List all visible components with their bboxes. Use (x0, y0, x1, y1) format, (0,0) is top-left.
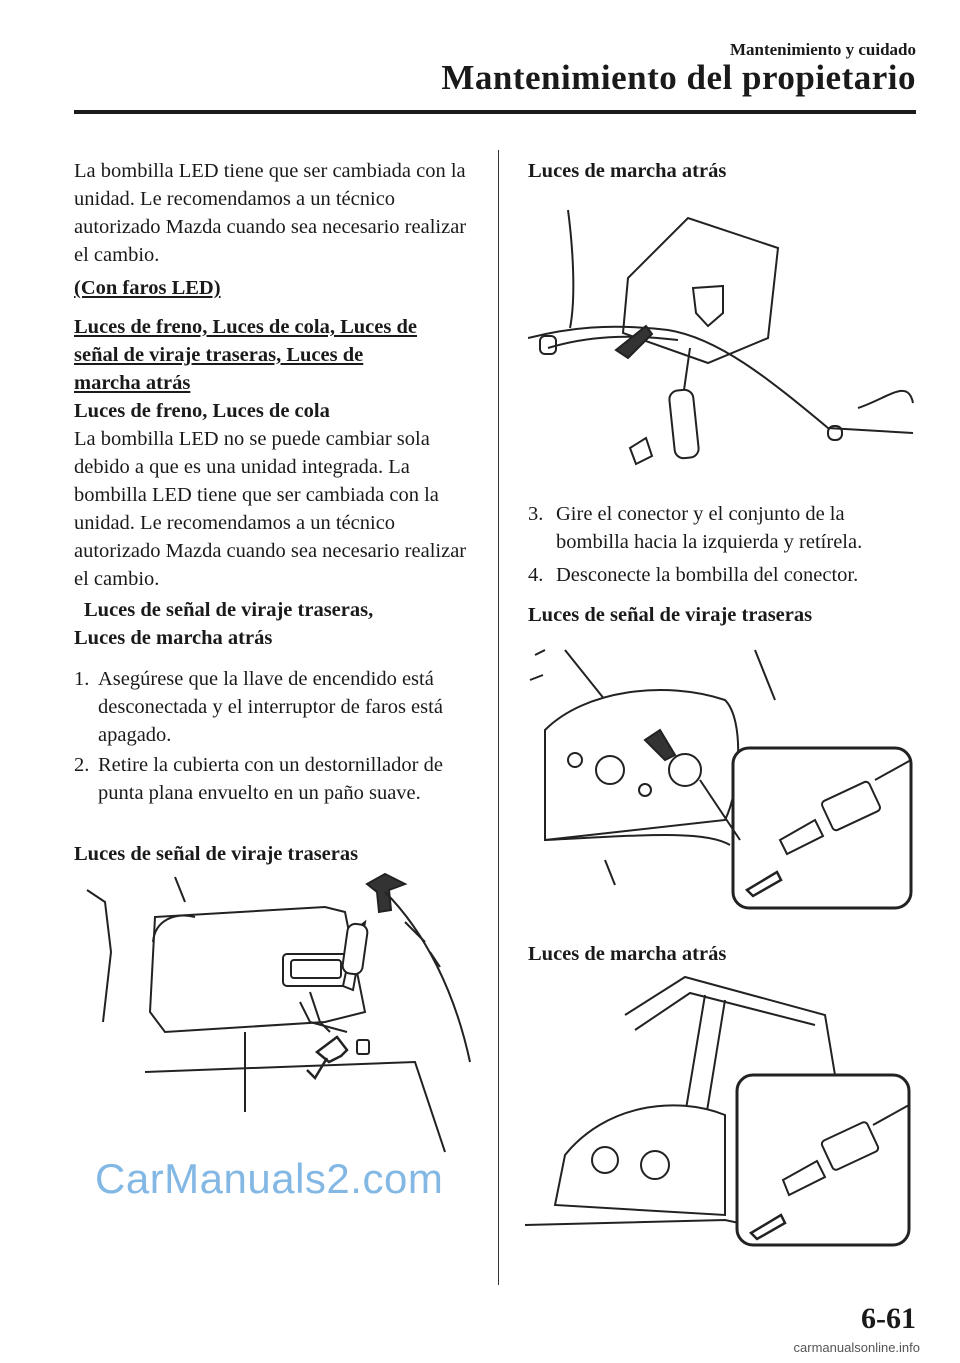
screwdriver-handle (669, 389, 700, 459)
header-rule (74, 110, 916, 114)
step-4 (528, 561, 918, 589)
step-4-number: 4. (528, 564, 544, 586)
step-2-number: 2. (74, 754, 90, 776)
step-4-text: Desconecte la bombilla del conector. (556, 564, 859, 586)
lamp-housing (545, 690, 738, 840)
watermark: CarManuals2.com (95, 1155, 444, 1202)
fig-caption-senal-right: Luces de señal de viraje traseras (528, 604, 813, 626)
senal-heading-line-2: Luces de marcha atrás (74, 627, 273, 649)
frame-inner (635, 993, 815, 1030)
turn-signal-bulb-figure (525, 640, 915, 915)
led-subheading (74, 313, 484, 397)
trunk-edge-line-2 (175, 877, 185, 902)
step-3-text: Gire el conector y el conjunto de la bombilla hacia la izquierda y retírela. (556, 503, 863, 553)
reverse-light-bulb-figure (525, 975, 915, 1260)
body-edge (568, 210, 573, 328)
senal-section (74, 596, 474, 652)
step-2 (74, 751, 474, 807)
panel-curve (153, 916, 195, 942)
lamp-housing (555, 1105, 725, 1215)
access-cover (623, 218, 778, 363)
con-faros-led-heading: (Con faros LED) (74, 277, 221, 299)
reverse-light-cover-figure (528, 208, 918, 473)
clip-square (357, 1040, 369, 1054)
frame-outline (625, 977, 835, 1075)
section-label: Mantenimiento y cuidado (729, 40, 916, 59)
detail-inset (737, 1075, 909, 1245)
edge-marks (530, 650, 545, 680)
down-arrow-icon (317, 1037, 347, 1062)
trim-panel (150, 907, 365, 1032)
subheading-line-3: marcha atrás (74, 372, 191, 394)
subheading-line-1: Luces de freno, Luces de cola, Luces de (74, 316, 417, 338)
fig-caption-marcha-2: Luces de marcha atrás (528, 943, 727, 965)
freno-cola-section (74, 397, 474, 593)
step-2-text: Retire la cubierta con un destornillador de punta plana envuelto en un paño suave. (98, 754, 443, 804)
step-3-number: 3. (528, 503, 544, 525)
screwdriver-handle (342, 923, 369, 975)
column-divider (498, 150, 499, 1285)
page-title: Mantenimiento del propietario (441, 58, 916, 97)
footer-site: carmanualsonline.info (793, 1340, 920, 1355)
page-number: 6-61 (861, 1302, 916, 1335)
body-curve (385, 892, 470, 1062)
freno-cola-heading: Luces de freno, Luces de cola (74, 400, 330, 422)
intro-paragraph: La bombilla LED tiene que ser cambiada con la unidad. Le recomendamos a un técnico autorizado Mazda cuando sea necesario realizar el cambio. (74, 160, 467, 266)
fig-caption-senal-left: Luces de señal de viraje traseras (74, 843, 359, 865)
senal-heading-line-1: Luces de señal de viraje traseras, (84, 599, 374, 621)
pointer-line (605, 860, 615, 885)
step-3 (528, 500, 918, 556)
clip-left (540, 336, 556, 354)
trunk-edge-line (87, 890, 111, 1022)
body-curve-right (858, 391, 913, 408)
step-1 (74, 665, 474, 749)
floor-lines (145, 1032, 445, 1152)
subheading-line-2: señal de viraje traseras, Luces de (74, 344, 364, 366)
lamp-cover-inner (291, 960, 341, 978)
left-intro (74, 157, 469, 269)
edge-line (300, 1002, 347, 1032)
seam-lines (405, 922, 440, 967)
freno-cola-body: La bombilla LED no se puede cambiar sola debido a que es una unidad integrada. La bombilla LED tiene que ser cambiada con la unidad. Le recomendamos a un técnico autorizado Mazda cuando sea necesario realizar el cambio. (74, 428, 467, 590)
step-1-number: 1. (74, 668, 90, 690)
step-1-text: Asegúrese que la llave de encendido está desconectada y el interruptor de faros está apagado. (98, 668, 443, 746)
down-arrow-tail (307, 1058, 327, 1078)
trunk-cover-figure (85, 872, 475, 1167)
fig-caption-marcha-1: Luces de marcha atrás (528, 160, 727, 182)
rotate-arrow-icon (630, 438, 652, 464)
led-block (74, 274, 474, 302)
